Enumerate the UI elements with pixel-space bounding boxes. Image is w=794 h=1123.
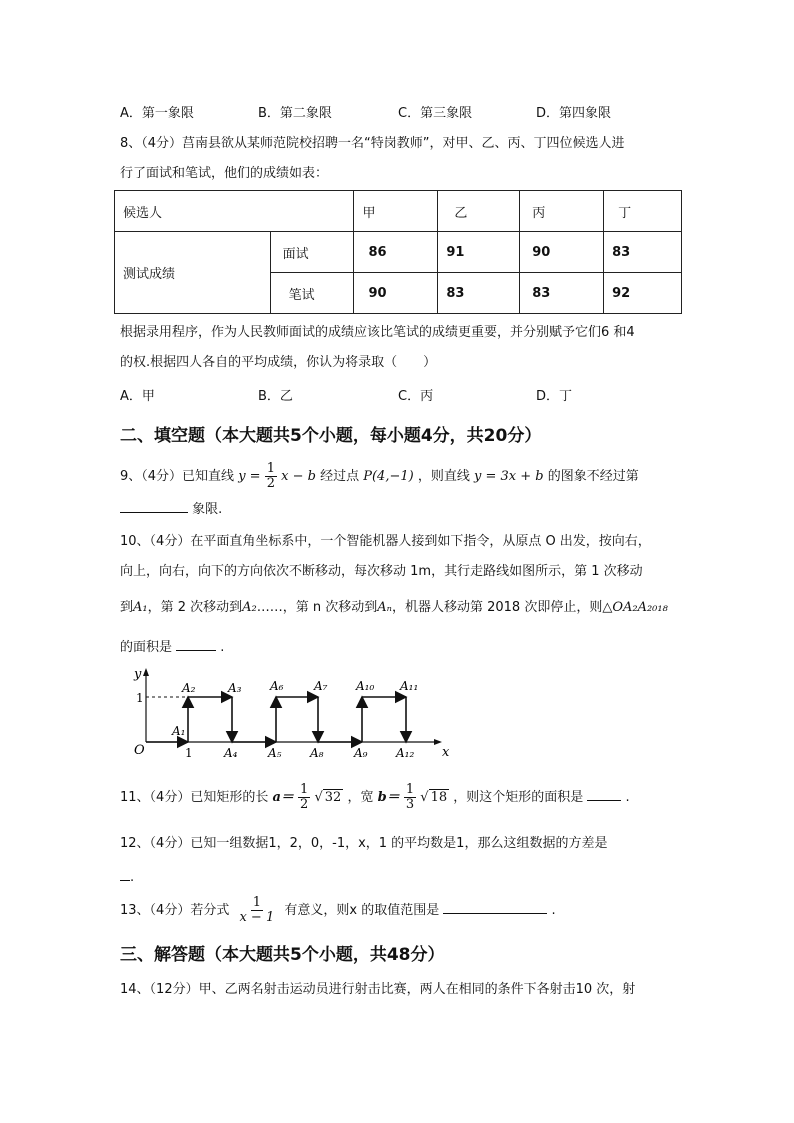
q9-eq-lhs: y = — [238, 469, 261, 484]
q8-option-c: C．丙 — [398, 389, 434, 404]
q14-line1: 14、（12分）甲、乙两名射击运动员进行射击比赛，两人在相同的条件下各射击10 次，射 — [120, 982, 636, 997]
point-label: A₂ — [182, 681, 196, 695]
q10-t3c: ，第 2 次移动到 — [147, 600, 243, 615]
q13-fraction — [239, 896, 274, 925]
header-candidate: 乙 — [438, 191, 520, 232]
header-candidate-label: 候选人 — [115, 191, 354, 232]
q11-suffix: ，则这个矩形的面积是 — [453, 790, 584, 805]
q11-line — [120, 782, 630, 814]
q7-options — [120, 102, 680, 122]
q12-line1: 12、（4分）已知一组数据1，2，0，-1，x，1 的平均数是1，那么这组数据的方差是 — [120, 836, 608, 851]
q8-text-line4: 的权.根据四人各自的平均成绩，你认为将录取（ ） — [120, 355, 437, 370]
q11-mid: ，宽 — [347, 790, 374, 805]
q11-b-lhs: b＝ — [377, 790, 400, 805]
group-label: 测试成绩 — [115, 232, 271, 314]
q10-line2: 向上，向右，向下的方向依次不断移动，每次移动 1m，其行走路线如图所示，第 1 次移动 — [120, 564, 643, 579]
row-label: 面试 — [270, 232, 354, 273]
q10-t3g: ，机器人移动第 2018 次即停止，则 — [391, 600, 603, 615]
q8-options — [120, 385, 680, 405]
table-cell: 83 — [438, 273, 520, 314]
q9-suffix: 的图象不经过第 — [547, 469, 639, 484]
table-cell: 90 — [520, 232, 604, 273]
x-tick-1: 1 — [185, 746, 193, 760]
q9-eq-rhs: x − b — [281, 469, 316, 484]
q9-end: 象限. — [192, 502, 223, 517]
q10-line1: 10、（4分）在平面直角坐标系中，一个智能机器人接到如下指令，从原点 O 出发，按向右， — [120, 534, 651, 549]
q11-prefix: 11、（4分）已知矩形的长 — [120, 790, 269, 805]
x-axis-arrow-icon — [434, 739, 442, 745]
origin-label: O — [134, 743, 145, 758]
y-axis-arrow-icon — [143, 668, 149, 676]
q10-line4 — [120, 636, 224, 658]
q9-line2: y = 3x + b — [474, 469, 544, 484]
q13-answer-blank[interactable] — [443, 899, 547, 914]
q11-a-sqrt: √ 32 — [314, 790, 342, 805]
table-cell: 90 — [354, 273, 438, 314]
q8-option-a: A．甲 — [120, 389, 155, 404]
q7-option-d: D．第四象限 — [536, 106, 612, 121]
q11-a-fraction — [298, 783, 310, 812]
point-label: A₈ — [310, 746, 324, 760]
q10-end: . — [220, 640, 225, 655]
table-cell: 83 — [520, 273, 604, 314]
point-a1-label: A₁ — [172, 724, 186, 738]
point-label: A₁₀ — [356, 679, 375, 693]
q9-answer-blank[interactable] — [120, 498, 188, 513]
point-label: A₅ — [268, 746, 282, 760]
q12-answer-blank[interactable] — [120, 866, 130, 881]
header-candidate: 丁 — [604, 191, 682, 232]
q12-end: . — [130, 870, 135, 885]
x-axis-label: x — [442, 745, 450, 760]
q11-a-den: 2 — [300, 797, 309, 812]
q7-option-c: C．第三象限 — [398, 106, 473, 121]
q9-prefix: 9、（4分）已知直线 — [120, 469, 235, 484]
q9-mid: 经过点 — [320, 469, 360, 484]
q8-option-d: D．丁 — [536, 389, 573, 404]
table-cell: 86 — [354, 232, 438, 273]
q9-mid2: ，则直线 — [417, 469, 470, 484]
table-cell: 91 — [438, 232, 520, 273]
point-label: A₉ — [354, 746, 368, 760]
table-cell: 92 — [604, 273, 682, 314]
q9-fraction — [265, 462, 277, 491]
q8-text-line1: 8、（4分）莒南县欲从某师范院校招聘一名“特岗教师”，对甲、乙、丙、丁四位候选人进 — [120, 136, 625, 151]
q10-triangle: △OA₂A₂₀₁₈ — [602, 600, 668, 615]
robot-path-figure — [130, 662, 460, 762]
y-tick-1: 1 — [136, 691, 144, 705]
q8-option-b: B．乙 — [258, 389, 293, 404]
q10-text4: 的面积是 — [120, 640, 173, 655]
q9-point: P(4,−1) — [363, 469, 414, 484]
q10-a2: A₂ — [242, 600, 257, 615]
q7-option-a: A．第一象限 — [120, 106, 194, 121]
header-candidate: 甲 — [354, 191, 438, 232]
table-row — [115, 232, 682, 273]
q11-a-radicand: 32 — [324, 790, 342, 805]
score-table — [114, 190, 682, 314]
q9-frac-num: 1 — [266, 461, 275, 476]
q13-prefix: 13、（4分）若分式 — [120, 903, 230, 918]
q11-b-sqrt: √ 18 — [420, 790, 448, 805]
point-label: A₄ — [224, 746, 238, 760]
point-label: A₃ — [228, 681, 242, 695]
q11-b-num: 1 — [405, 782, 415, 797]
q12-line2 — [120, 866, 134, 888]
q10-t3a: 到 — [120, 600, 134, 615]
point-label: A₇ — [314, 679, 328, 693]
point-label: A₆ — [270, 679, 284, 693]
q11-b-radicand: 18 — [430, 790, 448, 805]
q8-text-line2: 行了面试和笔试，他们的成绩如表： — [120, 166, 329, 181]
point-label: A₁₂ — [396, 746, 415, 760]
q7-option-b: B．第二象限 — [258, 106, 332, 121]
section2-title: 二、填空题（本大题共5个小题，每小题4分，共20分） — [120, 426, 542, 446]
q13-end: . — [551, 903, 556, 918]
q13-den: x − 1 — [239, 910, 275, 925]
q11-b-den: 3 — [405, 797, 415, 812]
q11-a-num: 1 — [300, 782, 309, 797]
q10-line3 — [120, 598, 668, 618]
point-label: A₁₁ — [400, 679, 419, 693]
q10-answer-blank[interactable] — [176, 636, 216, 651]
q8-text-line3: 根据录用程序，作为人民教师面试的成绩应该比笔试的成绩更重要，并分别赋予它们6 和4 — [120, 325, 635, 340]
q11-end: . — [625, 790, 630, 805]
q9-line1 — [120, 462, 639, 492]
q13-line — [120, 894, 556, 928]
table-cell: 83 — [604, 232, 682, 273]
q13-mid: 有意义，则x 的取值范围是 — [284, 903, 440, 918]
q9-line2-row — [120, 498, 222, 520]
row-label: 笔试 — [270, 273, 354, 314]
table-header-row — [115, 191, 682, 232]
header-candidate: 丙 — [520, 191, 604, 232]
q9-frac-den: 2 — [266, 476, 275, 491]
q10-a1: A₁ — [133, 600, 148, 615]
q11-b-fraction — [404, 783, 416, 812]
q11-answer-blank[interactable] — [587, 786, 621, 801]
section3-title: 三、解答题（本大题共5个小题，共48分） — [120, 945, 445, 965]
q10-an: Aₙ — [377, 600, 392, 615]
q11-a-lhs: a＝ — [272, 790, 294, 805]
q13-num: 1 — [252, 895, 261, 910]
q10-t3e: ……，第 n 次移动到 — [256, 600, 378, 615]
y-axis-label: y — [134, 667, 142, 682]
